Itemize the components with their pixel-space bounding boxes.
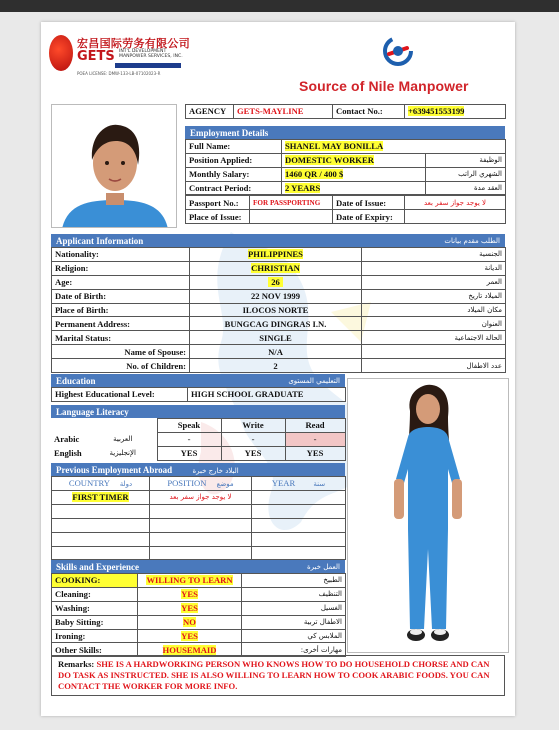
first-timer-note: لا يوجد جواز سفر بعد	[150, 491, 252, 505]
language-section	[51, 405, 345, 461]
education-title: Education	[56, 376, 96, 386]
cooking-value: WILLING TO LEARN	[146, 575, 233, 586]
nile-swirl-icon	[383, 36, 413, 66]
english-read: YES	[285, 446, 345, 460]
spouse-value: N/A	[190, 345, 362, 359]
remarks-text: SHE IS A HARDWORKING PERSON WHO KNOWS HOW TO DO HOUSEHOLD CHORSE AND CAN DO TASK AS INSTRUCTED. SHE IS ALSO WILLING TO LEARN HOW TO COOK ARABIC FOODS. YOU CAN CONTACT THE WORKER FOR MORE INFO.	[58, 659, 490, 691]
spouse-label: Name of Spouse:	[52, 345, 190, 359]
employment-table	[185, 139, 506, 196]
cleaning-ar: التنظيف	[242, 587, 346, 601]
washing-label: Washing:	[52, 601, 138, 615]
country-header: COUNTRY	[68, 478, 110, 488]
first-timer: FIRST TIMER	[72, 492, 129, 503]
nationality-ar: الجنسية	[362, 248, 506, 262]
education-section	[51, 374, 345, 402]
address-value: BUNGCAG DINGRAS I.N.	[190, 317, 362, 331]
agency-label: AGENCY	[186, 105, 234, 119]
dob-label: Date of Birth:	[52, 289, 190, 303]
religion-value: CHRISTIAN	[251, 263, 300, 274]
language-header: Language Literacy	[51, 405, 345, 418]
employment-header: Employment Details	[185, 126, 505, 139]
gets-chinese-name: 宏昌国际劳务有限公司	[77, 37, 190, 50]
previous-table	[51, 476, 346, 560]
passport-value: FOR PASSPORTING	[250, 196, 333, 210]
english-speak: YES	[157, 446, 221, 460]
english-label: English	[54, 448, 82, 459]
marital-value: SINGLE	[190, 331, 362, 345]
year-header: YEAR	[271, 478, 296, 488]
year-header-ar: سنة	[313, 480, 326, 488]
passport-label: Passport No.:	[186, 196, 250, 210]
cleaning-value: YES	[181, 589, 198, 600]
contract-value: 2 YEARS	[285, 183, 321, 193]
gets-name: GETS	[77, 49, 115, 64]
previous-header	[51, 463, 345, 476]
gets-band	[115, 63, 181, 68]
arabic-read: -	[285, 432, 345, 446]
arabic-label-ar: العربية	[113, 435, 133, 444]
gets-license: POEA LICENSE: DMW-133-LB-07102023-R	[77, 71, 161, 76]
remarks-label: Remarks:	[58, 659, 95, 669]
cleaning-label: Cleaning:	[52, 587, 138, 601]
applicant-full-photo	[347, 378, 509, 653]
babysitting-ar: الاطفال تربية	[242, 615, 346, 629]
date-expiry-label: Date of Expiry:	[333, 210, 405, 224]
applicant-header	[51, 234, 505, 247]
contract-ar: العقد مدة	[426, 181, 506, 195]
full-name-label: Full Name:	[186, 139, 282, 153]
date-expiry-value	[405, 210, 506, 224]
skills-header	[51, 560, 345, 573]
ironing-value: YES	[181, 631, 198, 641]
previous-section	[51, 463, 345, 560]
salary-ar: الشهري الراتب	[426, 167, 506, 181]
gets-logo-icon	[49, 33, 224, 79]
babysitting-label: Baby Sitting:	[52, 615, 138, 629]
religion-ar: الديانة	[362, 261, 506, 275]
applicant-table	[51, 247, 506, 373]
nationality-value: PHILIPPINES	[248, 249, 303, 260]
marital-label: Marital Status:	[52, 331, 190, 345]
marital-ar: الحالة الاجتماعية	[362, 331, 506, 345]
employment-block	[185, 104, 505, 224]
age-value: 26	[268, 277, 283, 287]
gets-circle-icon	[49, 35, 73, 71]
cooking-label: COOKING:	[52, 574, 138, 588]
place-issue-label: Place of Issue:	[186, 210, 250, 224]
cv-document	[41, 22, 515, 716]
other-skills-ar: مهارات أخرى:	[242, 643, 346, 657]
dob-value: 22 NOV 1999	[190, 289, 362, 303]
salary-value: 1460 QR / 400 $	[285, 169, 344, 180]
children-value: 2	[190, 359, 362, 373]
arabic-speak: -	[157, 432, 221, 446]
read-header: Read	[285, 419, 345, 433]
previous-title-ar: البلاد خارج خبرة	[192, 467, 239, 475]
washing-value: YES	[181, 603, 198, 614]
washing-ar: الغسيل	[242, 601, 346, 615]
write-header: Write	[221, 419, 285, 433]
education-header	[51, 374, 345, 387]
arabic-label: Arabic	[54, 434, 80, 445]
position-ar: الوظيفة	[426, 153, 506, 167]
date-issue-value: لا يوجد جواز سفر بعد	[405, 196, 506, 210]
babysitting-value: NO	[183, 617, 196, 628]
cooking-ar: الطبيخ	[242, 574, 346, 588]
salary-label: Monthly Salary:	[186, 167, 282, 181]
language-table	[51, 418, 346, 461]
full-name-value: SHANEL MAY BONILLA	[285, 141, 384, 152]
contact-value: +639451553199	[408, 106, 465, 117]
place-issue-value	[250, 210, 333, 224]
ironing-label: Ironing:	[52, 629, 138, 643]
applicant-portrait	[51, 104, 177, 228]
speak-header: Speak	[157, 419, 221, 433]
position-label: Position Applied:	[186, 153, 282, 167]
pob-label: Place of Birth:	[52, 303, 190, 317]
religion-label: Religion:	[52, 261, 190, 275]
position-value: DOMESTIC WORKER	[285, 155, 374, 166]
address-label: Permanent Address:	[52, 317, 190, 331]
applicant-section	[51, 234, 505, 373]
gets-subtitle: INT'L DEVELOPMENT MANPOWER SERVICES, INC.	[119, 49, 183, 60]
country-header-ar: دولة	[119, 480, 133, 488]
skills-title: Skills and Experience	[56, 562, 140, 572]
english-write: YES	[221, 446, 285, 460]
contract-label: Contract Period:	[186, 181, 282, 195]
age-ar: العمر	[362, 275, 506, 289]
window-top-bar	[0, 0, 559, 12]
education-title-ar: التعليمي المستوى	[288, 377, 340, 385]
age-label: Age:	[52, 275, 190, 289]
position-header-ar: موضع	[216, 480, 234, 488]
previous-title: Previous Employment Abroad	[56, 465, 173, 475]
contact-label: Contact No.:	[333, 105, 405, 119]
nationality-label: Nationality:	[52, 248, 190, 262]
skills-section	[51, 560, 345, 657]
applicant-title-ar: الطلب مقدم بيانات	[444, 237, 500, 245]
skills-title-ar: العمل خبرة	[307, 563, 340, 571]
education-table	[51, 387, 346, 402]
brand-title: Source of Nile Manpower	[299, 78, 469, 94]
other-skills-value: HOUSEMAID	[162, 644, 217, 655]
pob-value: ILOCOS NORTE	[190, 303, 362, 317]
remarks-box	[51, 655, 505, 696]
education-label: Highest Educational Level:	[52, 388, 188, 402]
other-skills-label: Other Skills:	[52, 643, 138, 657]
children-label: No. of Children:	[52, 359, 190, 373]
agency-value: GETS-MAYLINE	[234, 105, 333, 119]
agency-table	[185, 104, 506, 119]
passport-table	[185, 195, 506, 224]
ironing-ar: الملابس كي	[242, 629, 346, 643]
pob-ar: مكان الميلاد	[362, 303, 506, 317]
date-issue-label: Date of Issue:	[333, 196, 405, 210]
skills-table	[51, 573, 346, 657]
arabic-write: -	[221, 432, 285, 446]
english-label-ar: الإنجليزية	[109, 449, 136, 458]
education-value: HIGH SCHOOL GRADUATE	[188, 388, 346, 402]
position-header: POSITION	[167, 478, 207, 488]
address-ar: العنوان	[362, 317, 506, 331]
dob-ar: الميلاد تاريخ	[362, 289, 506, 303]
applicant-title: Applicant Information	[56, 236, 144, 246]
children-ar: عدد الاطفال	[362, 359, 506, 373]
